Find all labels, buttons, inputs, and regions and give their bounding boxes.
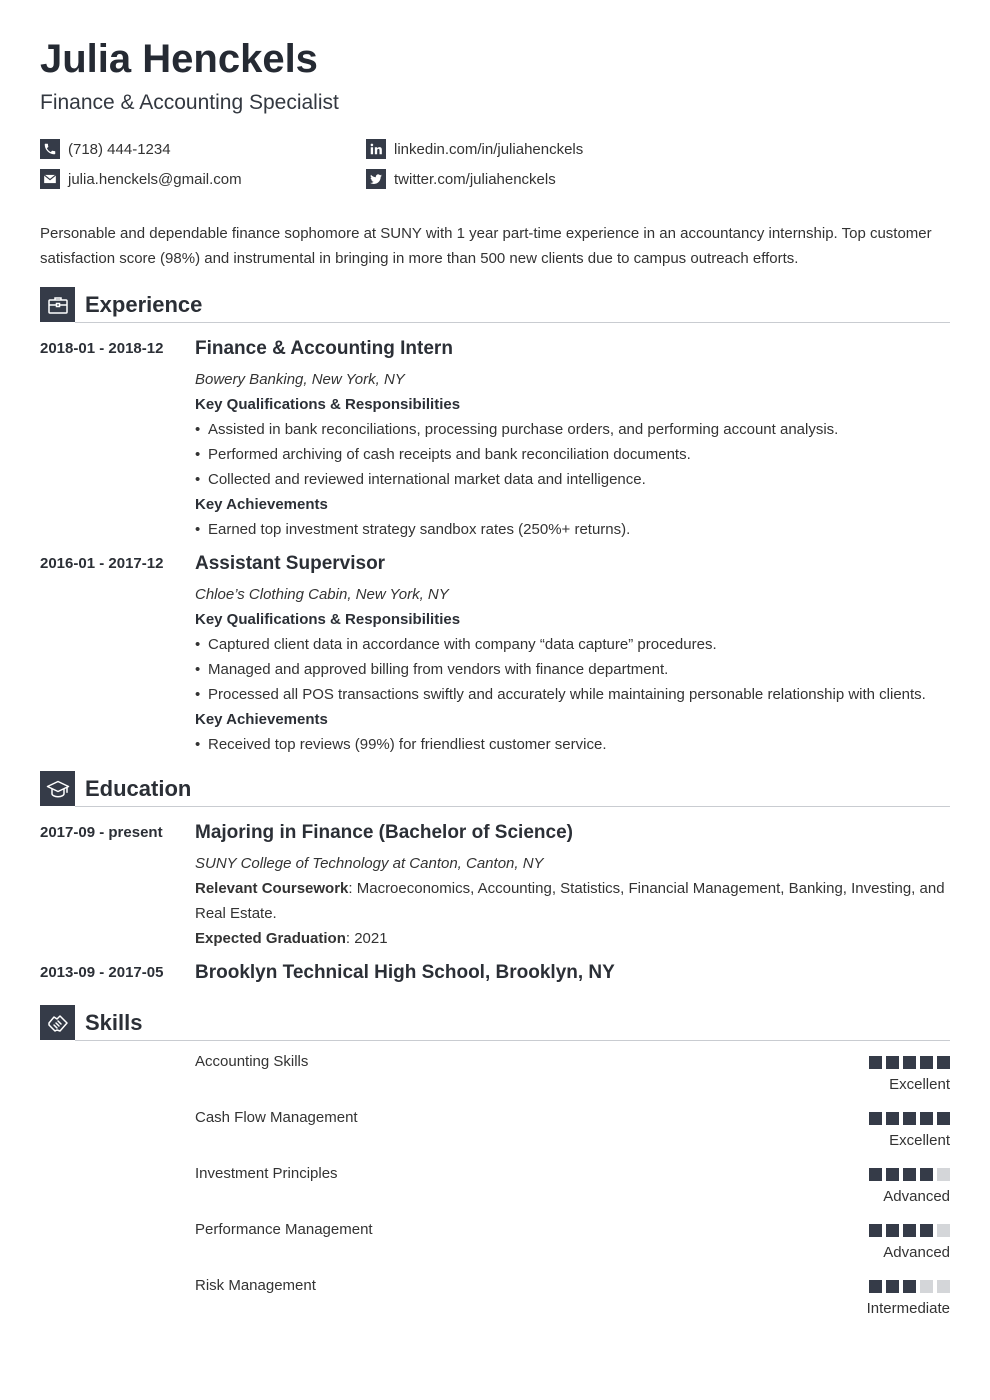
- achievements-list: [195, 732, 950, 757]
- candidate-name: Julia Henckels: [40, 37, 318, 81]
- rating-dot-filled: [869, 1168, 882, 1181]
- handshake-icon: [40, 1005, 75, 1040]
- achievements-heading: Key Achievements: [195, 711, 328, 728]
- rating-dot-filled: [903, 1168, 916, 1181]
- achievements-heading: Key Achievements: [195, 496, 328, 513]
- list-item: • Processed all POS transactions swiftly and accurately while maintaining personable relationship with clients.: [195, 682, 950, 707]
- rating-dot-filled: [937, 1056, 950, 1069]
- rating-dot-empty: [937, 1280, 950, 1293]
- skill-rating: [865, 1056, 950, 1069]
- phone-icon: [40, 139, 60, 159]
- skill-rating: [865, 1280, 950, 1293]
- list-item: • Collected and reviewed international market data and intelligence.: [195, 467, 950, 492]
- linkedin-url: linkedin.com/in/juliahenckels: [394, 140, 584, 158]
- skill-level: Advanced: [883, 1188, 950, 1205]
- rating-dot-filled: [937, 1112, 950, 1125]
- graduation-label: Expected Graduation: [195, 930, 346, 947]
- list-item: • Managed and approved billing from vendors with finance department.: [195, 657, 950, 682]
- list-item: • Received top reviews (99%) for friendliest customer service.: [195, 732, 950, 757]
- rating-dot-filled: [920, 1056, 933, 1069]
- rating-dot-empty: [937, 1168, 950, 1181]
- rating-dot-filled: [869, 1224, 882, 1237]
- job-title: Finance & Accounting Specialist: [40, 91, 339, 114]
- section-divider: [75, 1040, 950, 1041]
- entry-date: 2013-09 - 2017-05: [40, 964, 164, 981]
- education-section-header: [40, 771, 950, 807]
- envelope-icon: [40, 169, 60, 189]
- phone-number: (718) 444-1234: [68, 140, 171, 158]
- skill-level: Excellent: [889, 1132, 950, 1149]
- graduation-text: : 2021: [345, 930, 388, 947]
- responsibilities-list: [195, 417, 950, 492]
- rating-dot-empty: [937, 1224, 950, 1237]
- skill-level: Advanced: [883, 1244, 950, 1261]
- briefcase-icon: [40, 287, 75, 322]
- coursework-text: : Macroeconomics, Accounting, Statistics, Financial Management, Banking, Investing, and Real Estate.: [195, 880, 945, 922]
- rating-dot-filled: [920, 1224, 933, 1237]
- summary-text: Personable and dependable finance sophomore at SUNY with 1 year part-time experience in an accountancy internship. Top customer satisfaction score (98%) and instrumental in bringing in more than 500 new clients due to campus outreach efforts.: [40, 225, 932, 267]
- rating-dot-filled: [903, 1280, 916, 1293]
- linkedin-icon: [366, 139, 386, 159]
- skill-rating: [865, 1168, 950, 1181]
- skill-rating: [865, 1224, 950, 1237]
- skill-row: [195, 1277, 950, 1327]
- entry-company: Bowery Banking, New York, NY: [195, 371, 405, 388]
- coursework-label: Relevant Coursework: [195, 880, 349, 897]
- twitter-icon: [366, 169, 386, 189]
- list-item: • Performed archiving of cash receipts and bank reconciliation documents.: [195, 442, 950, 467]
- contact-phone[interactable]: [40, 138, 171, 160]
- entry-company: Chloe’s Clothing Cabin, New York, NY: [195, 586, 449, 603]
- rating-dot-filled: [869, 1280, 882, 1293]
- skill-rating: [865, 1112, 950, 1125]
- section-title-skills: Skills: [85, 1010, 143, 1035]
- skill-level: Excellent: [889, 1076, 950, 1093]
- entry-role: Assistant Supervisor: [195, 553, 386, 574]
- entry-date: 2018-01 - 2018-12: [40, 340, 164, 357]
- rating-dot-filled: [920, 1112, 933, 1125]
- responsibilities-heading: Key Qualifications & Responsibilities: [195, 611, 461, 628]
- skill-name: Accounting Skills: [195, 1053, 309, 1070]
- entry-date: 2016-01 - 2017-12: [40, 555, 164, 572]
- entry-role: Finance & Accounting Intern: [195, 338, 453, 359]
- skill-name: Performance Management: [195, 1221, 373, 1238]
- graduation-line: [195, 926, 950, 951]
- skill-name: Cash Flow Management: [195, 1109, 358, 1126]
- rating-dot-filled: [886, 1168, 899, 1181]
- rating-dot-filled: [886, 1280, 899, 1293]
- rating-dot-filled: [903, 1112, 916, 1125]
- skills-section-header: [40, 1005, 950, 1041]
- responsibilities-heading: Key Qualifications & Responsibilities: [195, 396, 461, 413]
- rating-dot-filled: [869, 1056, 882, 1069]
- list-item: • Assisted in bank reconciliations, processing purchase orders, and performing account analysis.: [195, 417, 950, 442]
- rating-dot-filled: [886, 1112, 899, 1125]
- section-title-experience: Experience: [85, 292, 203, 317]
- skill-row: [195, 1165, 950, 1215]
- skill-row: [195, 1053, 950, 1103]
- rating-dot-filled: [869, 1112, 882, 1125]
- experience-section-header: [40, 287, 950, 323]
- twitter-url: twitter.com/juliahenckels: [394, 170, 556, 188]
- section-divider: [75, 322, 950, 323]
- skill-name: Risk Management: [195, 1277, 316, 1294]
- rating-dot-filled: [886, 1224, 899, 1237]
- coursework-line: [195, 876, 950, 926]
- skill-row: [195, 1221, 950, 1271]
- achievements-list: [195, 517, 950, 542]
- rating-dot-filled: [903, 1224, 916, 1237]
- rating-dot-filled: [920, 1168, 933, 1181]
- entry-date: 2017-09 - present: [40, 824, 163, 841]
- email-address: julia.henckels@gmail.com: [68, 170, 242, 188]
- contact-email[interactable]: [40, 168, 242, 190]
- rating-dot-filled: [903, 1056, 916, 1069]
- rating-dot-filled: [886, 1056, 899, 1069]
- skill-level: Intermediate: [866, 1300, 950, 1317]
- skill-name: Investment Principles: [195, 1165, 338, 1182]
- entry-school: SUNY College of Technology at Canton, Canton, NY: [195, 855, 544, 872]
- rating-dot-empty: [920, 1280, 933, 1293]
- list-item: • Captured client data in accordance with company “data capture” procedures.: [195, 632, 950, 657]
- section-divider: [75, 806, 950, 807]
- contact-linkedin[interactable]: [366, 138, 583, 160]
- entry-degree: Majoring in Finance (Bachelor of Science): [195, 822, 573, 843]
- responsibilities-list: [195, 632, 950, 707]
- contact-twitter[interactable]: [366, 168, 556, 190]
- list-item: • Earned top investment strategy sandbox rates (250%+ returns).: [195, 517, 950, 542]
- skill-row: [195, 1109, 950, 1159]
- entry-degree: Brooklyn Technical High School, Brooklyn, NY: [195, 962, 615, 983]
- graduation-cap-icon: [40, 771, 75, 806]
- section-title-education: Education: [85, 776, 192, 801]
